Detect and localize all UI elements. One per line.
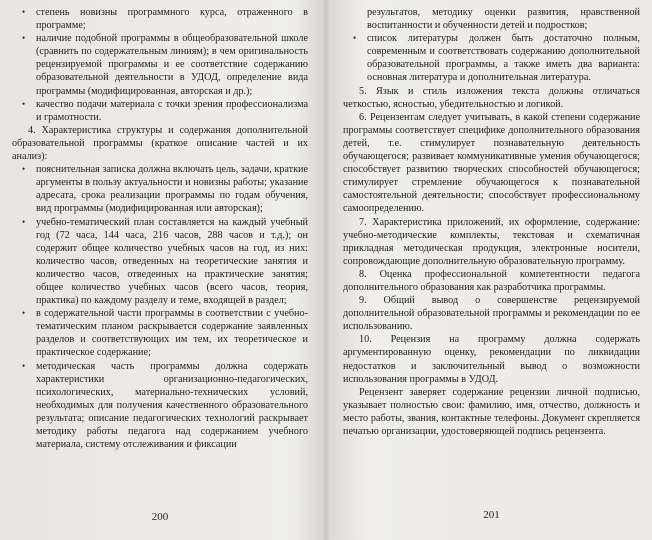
list-item: • список литературы должен быть достаточно полным, современным и соответствовать содержанию дополнительной образовательной программы, а также иметь два варианта: основная литература и дополнительная литература. xyxy=(353,33,640,84)
item-10: 10. Рецензия на программу должна содержать аргументированную оценку, рекомендации по ликвидации недостатков и заключительный вывод о возможности использования программы в УДОД. xyxy=(343,334,640,385)
list-item: • наличие подобной программы в общеобразовательной школе (сравнить по содержательным линиям); в чем оригинальность рецензируемой программы и ее соответствие содержанию образовательной деятельности в УДОД, определение вида программы (модифицированная, авторская и др.); xyxy=(22,33,308,97)
list-item: • в содержательной части программы в соответствии с учебно-тематическим планом раскрывается содержание заявленных разделов и соответствующих им тем, их теоретическое и практическое содержание; xyxy=(22,308,308,359)
closing-paragraph: Рецензент заверяет содержание рецензии личной подписью, указывает полностью свои: фамилию, имя, отчество, должность и место работы, звания, контактные телефоны. Документ скрепляется печатью организации, удостоверяющей подпись рецензента. xyxy=(343,386,640,437)
item-8: 8. Оценка профессиональной компетентности педагога дополнительного образования как разработчика программы. xyxy=(343,268,640,293)
bullet-icon: • xyxy=(22,216,26,227)
bullet-icon: • xyxy=(353,33,357,44)
list-item: • степень новизны программного курса, отраженного в программе; xyxy=(22,7,308,32)
bullet-icon: • xyxy=(22,308,26,319)
item-9: 9. Общий вывод о совершенстве рецензируемой дополнительной образовательной программы и рекомендации по ее использованию. xyxy=(343,295,640,333)
page-number-right: 201 xyxy=(483,508,500,521)
item-6: 6. Рецензентам следует учитывать, в какой степени содержание программы соответствует специфике дополнительного образования детей, т.е. стимулирует познавательную деятельность обучающегося; развивает коммуникативные умения обучающегося; способствует развитию творческих способностей обучающегося; стимулирует стремление обучающегося к познавательной самостоятельной деятельности; способствует профессиональному самоопределению. xyxy=(343,111,640,215)
list-item: • пояснительная записка должна включать цель, задачи, краткие аргументы в пользу актуальности и новизны работы; указание адресата, срока реализации программы по годам обучения, вид программы (модифицированная или авторская); xyxy=(22,164,308,215)
bullet-icon: • xyxy=(22,33,26,44)
page-left xyxy=(12,6,308,534)
item-5: 5. Язык и стиль изложения текста должны отличаться четкостью, ясностью, убедительностью и логикой. xyxy=(343,85,640,110)
bullet-icon: • xyxy=(22,360,26,371)
bullet-icon: • xyxy=(22,164,26,175)
page-right xyxy=(343,6,640,534)
list-item: • качество подачи материала с точки зрения профессионализма и грамотности. xyxy=(22,98,308,123)
continuation-text: результатов, методику оценки развития, нравственной воспитанности и обученности детей и подростков; xyxy=(367,7,640,32)
bullet-icon: • xyxy=(22,7,26,17)
page-number-left: 200 xyxy=(151,510,169,523)
list-item: • методическая часть программы должна содержать характеристики организационно-педагогических, психологических, материально-технических условий, необходимых для получения качественного образовательного результата; описание педагогических технологий раскрывает методику работы педагога над содержанием учебного материала, систему отслеживания и фиксации xyxy=(22,360,308,451)
bullet-icon: • xyxy=(22,98,26,109)
item-7: 7. Характеристика приложений, их оформление, содержание: учебно-методические комплекты, текстовая и схематичная прикладная методическая продукция, электронные носители, сопровождающие дополнительную образовательную программу. xyxy=(343,216,640,267)
list-item: • учебно-тематический план составляется на каждый учебный год (72 часа, 144 часа, 216 часов, 288 часов и т.д.); он содержит общее количество учебных часов на год, из них: количество часов, отведенных на теоретические занятия и количество часов, отведенных на практические занятия; общее количество учебных часов (всего часов, теория, практика) по каждому разделу и теме, входящей в раздел; xyxy=(22,216,308,307)
section-4-title: 4. Характеристика структуры и содержания дополнительной образовательной программы (краткое описание частей и их анализ): xyxy=(12,124,308,163)
